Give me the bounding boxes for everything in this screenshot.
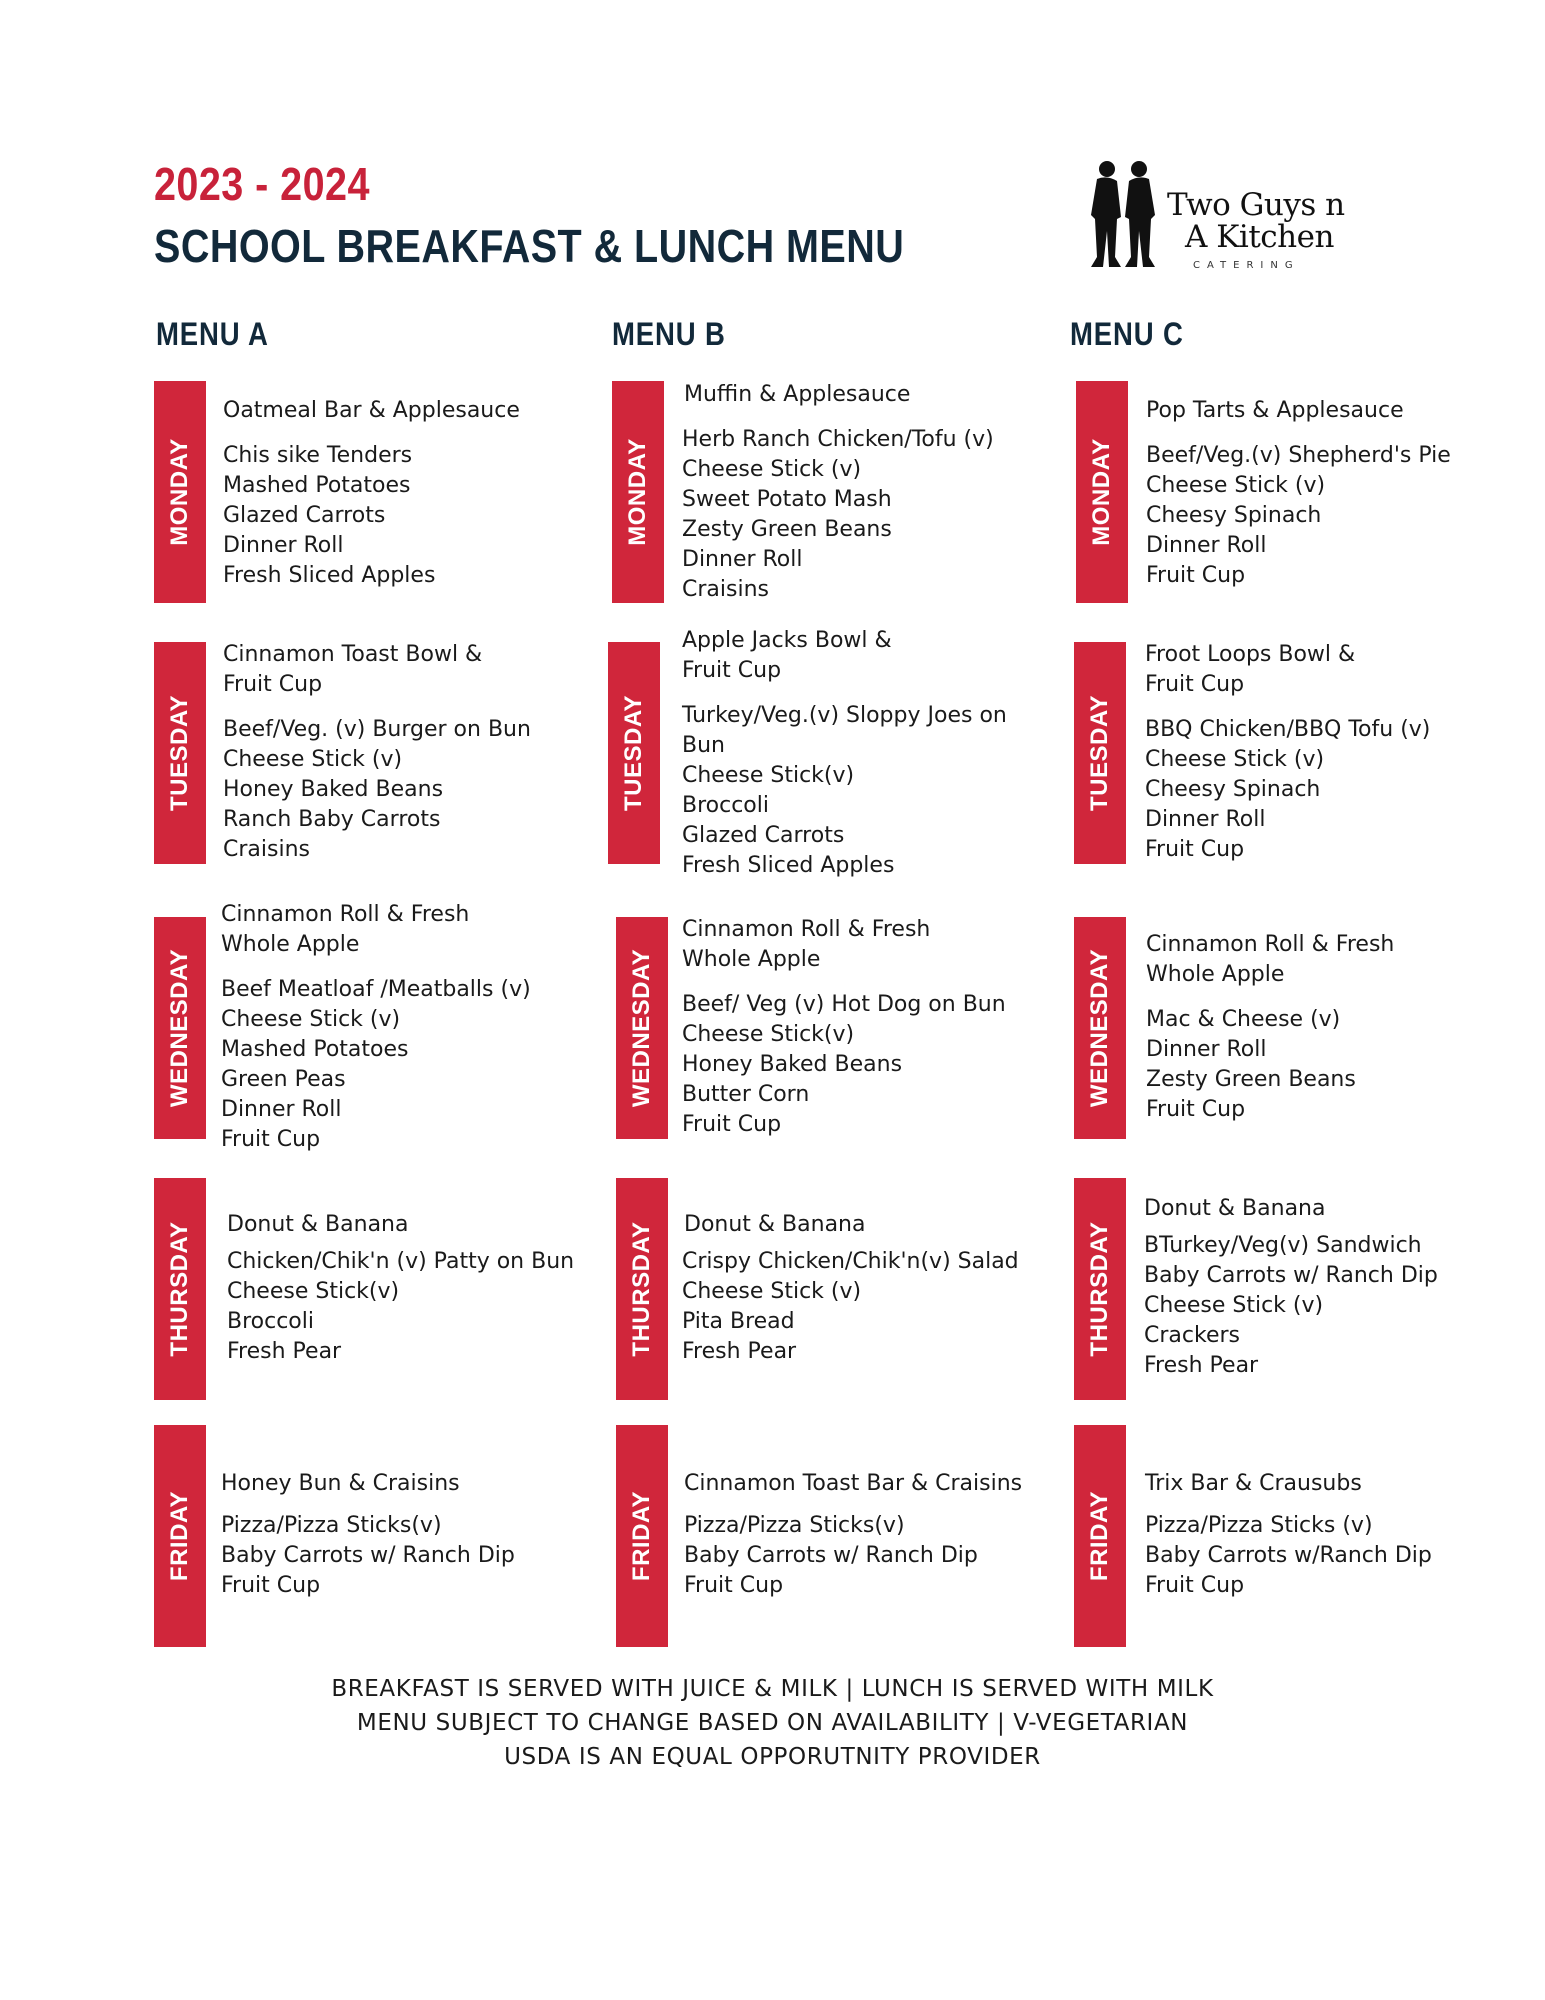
breakfast-item: Donut & Banana — [684, 1212, 866, 1237]
lunch-item: Dinner Roll — [1145, 807, 1266, 832]
lunch-list — [223, 441, 563, 591]
lunch-item: Honey Baked Beans — [682, 1052, 903, 1077]
lunch-item: Fruit Cup — [684, 1573, 784, 1598]
lunch-list — [1145, 1511, 1485, 1601]
lunch-item: Beef/Veg.(v) Shepherd's Pie — [1146, 443, 1451, 468]
menu-a-heading: MENU A — [156, 316, 269, 352]
lunch-item: Cheese Stick (v) — [1144, 1293, 1324, 1318]
lunch-list — [682, 701, 1022, 881]
menu-a-wednesday — [221, 900, 561, 1155]
lunch-item: Beef Meatloaf /Meatballs (v) — [221, 977, 531, 1002]
breakfast-item: Cinnamon Roll & Fresh Whole Apple — [1146, 932, 1395, 987]
lunch-item: Broccoli — [682, 793, 769, 818]
menu-c-heading: MENU C — [1070, 316, 1184, 352]
day-bar-wednesday: WEDNESDAY — [1074, 917, 1126, 1139]
lunch-item: Dinner Roll — [682, 547, 803, 572]
lunch-item: Dinner Roll — [223, 533, 344, 558]
lunch-item: Cheese Stick (v) — [223, 747, 403, 772]
lunch-item: Beef/Veg. (v) Burger on Bun — [223, 717, 531, 742]
day-bar-tuesday: TUESDAY — [608, 642, 660, 864]
breakfast-item: Cinnamon Roll & Fresh Whole Apple — [682, 917, 931, 972]
footer-notes — [0, 1672, 1545, 1774]
day-bar-tuesday: TUESDAY — [1074, 642, 1126, 864]
lunch-item: Fruit Cup — [1146, 1097, 1246, 1122]
lunch-item: Zesty Green Beans — [682, 517, 892, 542]
lunch-item: Green Peas — [221, 1067, 346, 1092]
lunch-item: Dinner Roll — [1146, 1037, 1267, 1062]
lunch-item: Baby Carrots w/ Ranch Dip — [684, 1543, 978, 1568]
lunch-list — [684, 1511, 1024, 1601]
lunch-item: Crispy Chicken/Chik'n(v) Salad — [682, 1249, 1019, 1274]
page-header — [154, 158, 1026, 272]
menu-c-monday — [1146, 396, 1486, 591]
lunch-list — [682, 990, 1022, 1140]
menu-a-tuesday — [223, 640, 563, 865]
day-bar-monday: MONDAY — [1076, 381, 1128, 603]
lunch-item: Fresh Pear — [682, 1339, 797, 1364]
logo-text-line2: A Kitchen — [1185, 219, 1334, 255]
day-bar-friday: FRIDAY — [154, 1425, 206, 1647]
lunch-list — [221, 1511, 561, 1601]
lunch-item: Honey Baked Beans — [223, 777, 444, 802]
breakfast-item: Honey Bun & Craisins — [221, 1471, 460, 1496]
lunch-item: Fruit Cup — [221, 1573, 321, 1598]
day-bar-thursday: THURSDAY — [154, 1178, 206, 1400]
lunch-item: Bun — [682, 733, 725, 758]
lunch-item: Zesty Green Beans — [1146, 1067, 1356, 1092]
lunch-list — [1146, 1005, 1486, 1125]
chefs-silhouette-icon — [1085, 157, 1165, 277]
lunch-item: Pizza/Pizza Sticks(v) — [684, 1513, 905, 1538]
lunch-item: Baby Carrots w/ Ranch Dip — [221, 1543, 515, 1568]
lunch-item: Fruit Cup — [1146, 563, 1246, 588]
lunch-item: Baby Carrots w/ Ranch Dip — [1144, 1263, 1438, 1288]
day-bar-wednesday: WEDNESDAY — [154, 917, 206, 1139]
day-bar-thursday: THURSDAY — [616, 1178, 668, 1400]
lunch-list — [1144, 1231, 1484, 1381]
menu-b-thursday — [682, 1210, 1022, 1367]
lunch-item: Glazed Carrots — [682, 823, 845, 848]
lunch-item: Cheesy Spinach — [1145, 777, 1321, 802]
lunch-item: Fruit Cup — [1145, 837, 1245, 862]
lunch-item: Pizza/Pizza Sticks (v) — [1145, 1513, 1373, 1538]
day-bar-wednesday: WEDNESDAY — [616, 917, 668, 1139]
day-bar-monday: MONDAY — [154, 381, 206, 603]
lunch-item: Cheese Stick (v) — [1145, 747, 1325, 772]
logo-text-catering: CATERING — [1193, 260, 1300, 271]
lunch-item: Butter Corn — [682, 1082, 810, 1107]
day-bar-monday: MONDAY — [612, 381, 664, 603]
lunch-item: BBQ Chicken/BBQ Tofu (v) — [1145, 717, 1431, 742]
lunch-item: Fresh Pear — [227, 1339, 342, 1364]
menu-c-tuesday — [1145, 640, 1485, 865]
breakfast-item: Donut & Banana — [1144, 1196, 1326, 1221]
lunch-item: Fruit Cup — [221, 1127, 321, 1152]
footer-line: BREAKFAST IS SERVED WITH JUICE & MILK | LUNCH IS SERVED WITH MILK — [331, 1676, 1214, 1702]
lunch-item: Pizza/Pizza Sticks(v) — [221, 1513, 442, 1538]
lunch-item: Mac & Cheese (v) — [1146, 1007, 1341, 1032]
lunch-list — [682, 425, 1022, 605]
lunch-item: Fruit Cup — [682, 1112, 782, 1137]
lunch-item: Cheese Stick(v) — [682, 1022, 855, 1047]
lunch-list — [682, 1247, 1022, 1367]
breakfast-item: Pop Tarts & Applesauce — [1146, 398, 1404, 423]
menu-a-thursday — [227, 1210, 575, 1367]
page-title: SCHOOL BREAKFAST & LUNCH MENU — [154, 220, 905, 272]
lunch-item: Mashed Potatoes — [223, 473, 411, 498]
lunch-list — [1145, 715, 1485, 865]
lunch-item: Craisins — [223, 837, 310, 862]
brand-logo — [1085, 155, 1345, 280]
breakfast-item: Apple Jacks Bowl & Fruit Cup — [682, 628, 892, 683]
lunch-item: Dinner Roll — [221, 1097, 342, 1122]
lunch-list — [223, 715, 563, 865]
menu-c-friday — [1145, 1469, 1485, 1601]
breakfast-item: Cinnamon Roll & Fresh Whole Apple — [221, 902, 470, 957]
lunch-item: Cheese Stick(v) — [682, 763, 855, 788]
day-bar-friday: FRIDAY — [1074, 1425, 1126, 1647]
day-bar-thursday: THURSDAY — [1074, 1178, 1126, 1400]
menu-b-monday — [682, 380, 1022, 605]
lunch-item: Sweet Potato Mash — [682, 487, 892, 512]
lunch-item: Fruit Cup — [1145, 1573, 1245, 1598]
breakfast-item: Muffin & Applesauce — [684, 382, 911, 407]
lunch-list — [1146, 441, 1486, 591]
lunch-item: Cheesy Spinach — [1146, 503, 1322, 528]
lunch-item: Glazed Carrots — [223, 503, 386, 528]
menu-b-heading: MENU B — [612, 316, 726, 352]
lunch-list — [227, 1247, 575, 1367]
footer-line: USDA IS AN EQUAL OPPORUTNITY PROVIDER — [504, 1744, 1041, 1770]
menu-c-wednesday — [1146, 930, 1486, 1125]
lunch-item: Herb Ranch Chicken/Tofu (v) — [682, 427, 994, 452]
breakfast-item: Froot Loops Bowl & Fruit Cup — [1145, 642, 1356, 697]
breakfast-item: Cinnamon Toast Bowl & Fruit Cup — [223, 642, 483, 697]
lunch-item: Fresh Sliced Apples — [223, 563, 436, 588]
lunch-item: Mashed Potatoes — [221, 1037, 409, 1062]
menu-c-thursday — [1144, 1194, 1484, 1381]
school-year: 2023 - 2024 — [154, 158, 370, 210]
menu-a-monday — [223, 396, 563, 591]
lunch-item: Baby Carrots w/Ranch Dip — [1145, 1543, 1432, 1568]
logo-text-line1: Two Guys n — [1167, 187, 1345, 223]
lunch-item: Fresh Pear — [1144, 1353, 1259, 1378]
lunch-item: Cheese Stick (v) — [682, 1279, 862, 1304]
lunch-item: BTurkey/Veg(v) Sandwich — [1144, 1233, 1422, 1258]
lunch-list — [221, 975, 561, 1155]
lunch-item: Cheese Stick (v) — [221, 1007, 401, 1032]
lunch-item: Chicken/Chik'n (v) Patty on Bun — [227, 1249, 575, 1274]
breakfast-item: Oatmeal Bar & Applesauce — [223, 398, 520, 423]
lunch-item: Broccoli — [227, 1309, 314, 1334]
lunch-item: Crackers — [1144, 1323, 1240, 1348]
breakfast-item: Cinnamon Toast Bar & Craisins — [684, 1471, 1023, 1496]
lunch-item: Turkey/Veg.(v) Sloppy Joes on — [682, 703, 1007, 728]
menu-a-friday — [221, 1469, 561, 1601]
day-bar-tuesday: TUESDAY — [154, 642, 206, 864]
lunch-item: Cheese Stick (v) — [682, 457, 862, 482]
footer-line: MENU SUBJECT TO CHANGE BASED ON AVAILABILITY | V-VEGETARIAN — [356, 1710, 1189, 1736]
lunch-item: Cheese Stick(v) — [227, 1279, 400, 1304]
breakfast-item: Trix Bar & Crausubs — [1145, 1471, 1362, 1496]
breakfast-item: Donut & Banana — [227, 1212, 409, 1237]
day-bar-friday: FRIDAY — [616, 1425, 668, 1647]
lunch-item: Dinner Roll — [1146, 533, 1267, 558]
menu-b-wednesday — [682, 915, 1022, 1140]
menu-b-friday — [684, 1469, 1024, 1601]
lunch-item: Chis sike Tenders — [223, 443, 413, 468]
lunch-item: Ranch Baby Carrots — [223, 807, 441, 832]
lunch-item: Craisins — [682, 577, 769, 602]
lunch-item: Beef/ Veg (v) Hot Dog on Bun — [682, 992, 1006, 1017]
lunch-item: Fresh Sliced Apples — [682, 853, 895, 878]
lunch-item: Cheese Stick (v) — [1146, 473, 1326, 498]
menu-b-tuesday — [682, 626, 1022, 881]
lunch-item: Pita Bread — [682, 1309, 795, 1334]
